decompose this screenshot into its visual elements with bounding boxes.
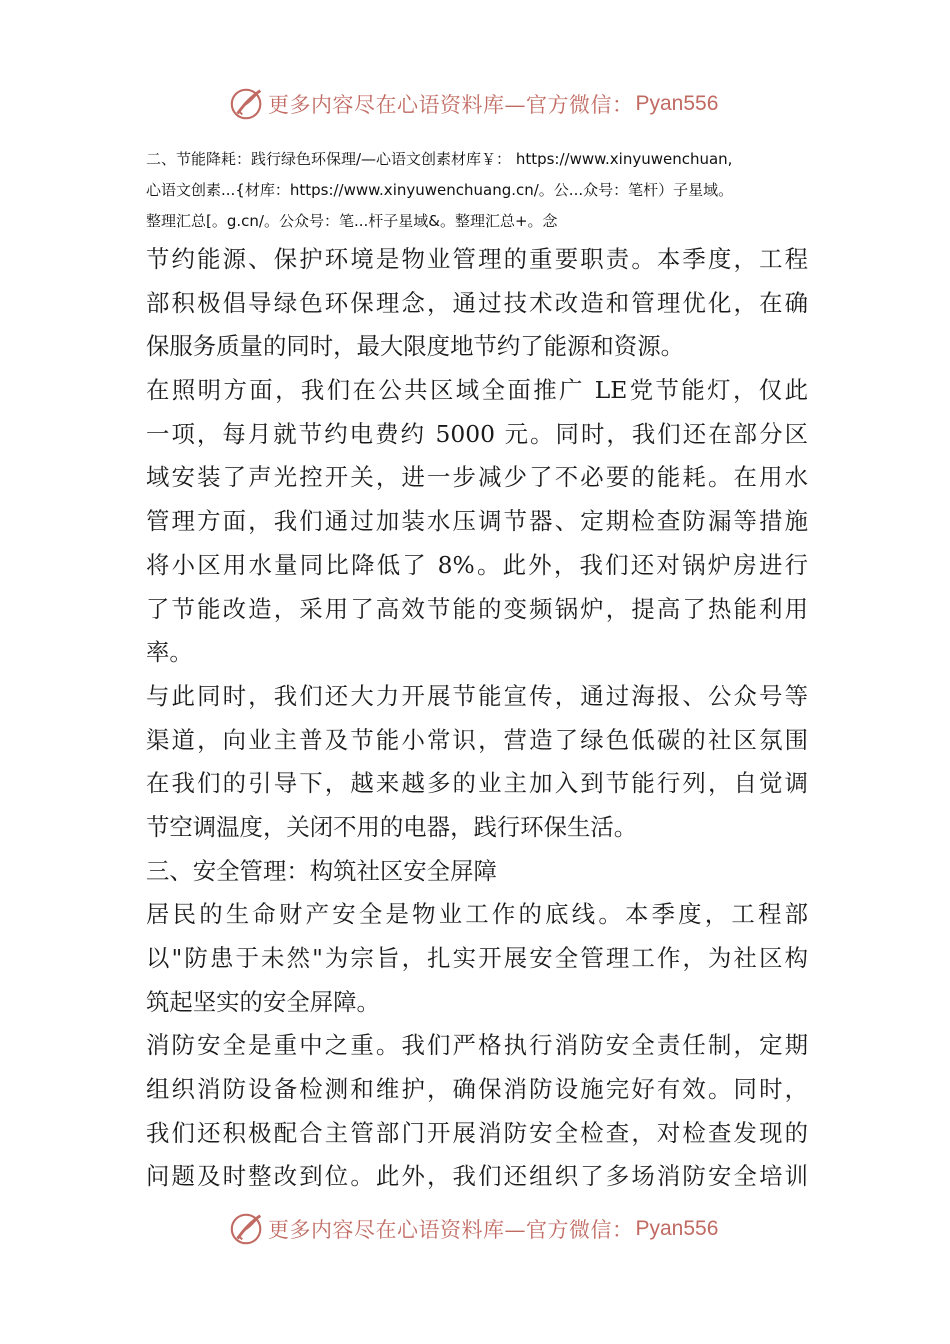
watermark-notice	[146, 144, 816, 237]
notice-line: 整理汇总[。g.cn/。公众号：笔...杆子星域&。整理汇总+。念	[146, 212, 558, 230]
section-heading: 三、安全管理：构筑社区安全屏障	[146, 856, 497, 885]
text-line: 保服务质量的同时，最大限度地节约了能源和资源。	[146, 332, 684, 361]
text-line: 筑起坚实的安全屏障。	[146, 987, 380, 1016]
text-line: 域安装了声光控开关，进一步减少了不必要的能耗。在用水	[146, 463, 808, 492]
banner-wechat-id: Pyan556	[635, 1217, 719, 1240]
text-line: 组织消防设备检测和维护，确保消防设施完好有效。同时，	[146, 1075, 808, 1104]
text-line: 渠道，向业主普及节能小常识，营造了绿色低碳的社区氛围	[146, 725, 808, 754]
banner-wechat-id: Pyan556	[635, 92, 719, 115]
quill-logo-icon	[228, 1210, 266, 1248]
text-line: 管理方面，我们通过加装水压调节器、定期检查防漏等措施	[146, 507, 808, 536]
body-text	[146, 238, 808, 1199]
text-line: 与此同时，我们还大力开展节能宣传，通过海报、公众号等	[146, 681, 808, 710]
footer-banner	[0, 1209, 950, 1249]
text-line: 消防安全是重中之重。我们严格执行消防安全责任制，定期	[146, 1031, 808, 1060]
text-line: 了节能改造，采用了高效节能的变频锅炉，提高了热能利用	[146, 594, 808, 623]
notice-line: 二、节能降耗：践行绿色环保理/—心语文创素材库￥： https://www.xinyuwenchuan,	[146, 150, 733, 168]
text-line: 部积极倡导绿色环保理念，通过技术改造和管理优化，在确	[146, 288, 808, 317]
banner-text: 更多内容尽在心语资料库—官方微信：	[268, 93, 634, 117]
quill-logo-icon	[228, 85, 266, 123]
text-line: 将小区用水量同比降低了 8%。此外，我们还对锅炉房进行	[146, 550, 808, 579]
header-banner	[0, 84, 950, 124]
text-line: 在我们的引导下，越来越多的业主加入到节能行列，自觉调	[146, 769, 808, 798]
text-line: 在照明方面，我们在公共区域全面推广 LE党节能灯，仅此	[146, 376, 808, 405]
text-line: 我们还积极配合主管部门开展消防安全检查，对检查发现的	[146, 1118, 808, 1147]
text-line: 一项，每月就节约电费约 5000 元。同时，我们还在部分区	[146, 419, 808, 448]
banner-text: 更多内容尽在心语资料库—官方微信：	[268, 1218, 634, 1242]
text-line: 节空调温度，关闭不用的电器，践行环保生活。	[146, 812, 638, 841]
text-line: 居民的生命财产安全是物业工作的底线。本季度，工程部	[146, 900, 808, 929]
notice-line: 心语文创素...{材库：https://www.xinyuwenchuang.cn/。公...众号：笔杆）子星域。	[146, 181, 734, 199]
text-line: 问题及时整改到位。此外，我们还组织了多场消防安全培训	[146, 1162, 808, 1191]
text-line: 节约能源、保护环境是物业管理的重要职责。本季度，工程	[146, 245, 808, 273]
text-line: 以"防患于未然"为宗旨，扎实开展安全管理工作，为社区构	[146, 944, 808, 972]
text-line: 率。	[146, 638, 193, 667]
